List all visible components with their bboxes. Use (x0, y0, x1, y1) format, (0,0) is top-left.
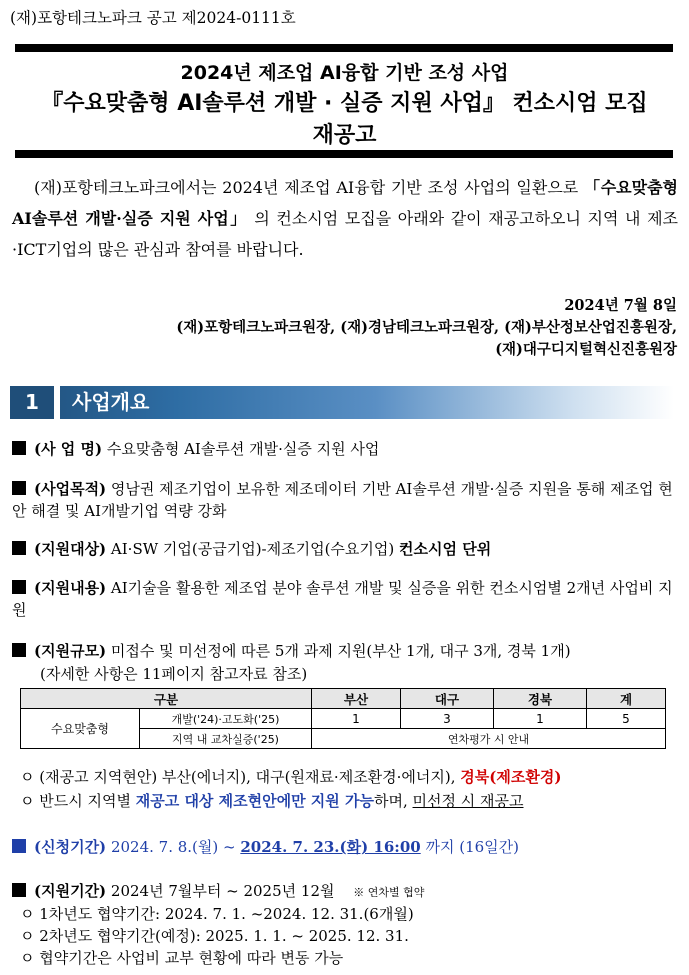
support-bullet-1: ㅇ 1차년도 협약기간: 2024. 7. 1. ~2024. 12. 31.(6개월) (20, 905, 414, 923)
issue-date: 2024년 7월 8일 (564, 297, 677, 314)
row1-gyeongbuk: 1 (494, 709, 587, 729)
row1-daegu: 3 (401, 709, 494, 729)
th-gyeongbuk: 경북 (494, 689, 587, 709)
support-bullet-2: ㅇ 2차년도 협약기간(예정): 2025. 1. 1. ~ 2025. 12. 31. (20, 927, 409, 945)
square-bullet-icon (12, 441, 26, 455)
square-bullet-icon (12, 883, 26, 897)
item-scale: (지원규모) 미접수 및 미선정에 따른 5개 과제 지원(부산 1개, 대구 3개, 경북 1개) (12, 640, 678, 662)
square-bullet-icon (12, 839, 26, 853)
th-daegu: 대구 (401, 689, 494, 709)
intro-part1: (재)포항테크노파크에서는 2024년 제조업 AI융합 기반 조성 사업의 일환으로 (34, 178, 585, 197)
section-gap (54, 386, 60, 419)
row1-busan: 1 (312, 709, 401, 729)
table-header-row (21, 689, 666, 709)
section-number: 1 (10, 386, 54, 419)
title-line2: 『수요맞춤형 AI솔루션 개발 · 실증 지원 사업』 컨소시엄 모집 (41, 91, 648, 116)
item-name: (사 업 명) 수요맞춤형 AI솔루션 개발·실증 지원 사업 (12, 438, 678, 460)
category-cell: 수요맞춤형 (21, 709, 140, 749)
apply-period: (신청기간) 2024. 7. 8.(월) ~ 2024. 7. 23.(화) 16:00 까지 (16일간) (12, 836, 678, 858)
issuer-line1: (재)포항테크노파크원장, (재)경남테크노파크원장, (재)부산정보산업진흥원장, (176, 319, 677, 336)
title-line3: 재공고 (312, 123, 377, 148)
square-bullet-icon (12, 580, 26, 594)
note-2: ㅇ 반드시 지역별 재공고 대상 제조현안에만 지원 가능하며, 미선정 시 재공고 (20, 792, 524, 810)
th-total: 계 (587, 689, 666, 709)
square-bullet-icon (12, 481, 26, 495)
row2-merged: 연차평가 시 안내 (312, 729, 666, 749)
section-title: 사업개요 (72, 390, 150, 414)
item-content: (지원내용) AI기술을 활용한 제조업 분야 솔루션 개발 및 실증을 위한 컨소시엄별 2개년 사업비 지원 (12, 579, 673, 619)
row1-label: 개발('24)·고도화('25) (140, 709, 312, 729)
item-target: (지원대상) AI·SW 기업(공급기업)-제조기업(수요기업) 컨소시엄 단위 (12, 538, 678, 560)
row2-label: 지역 내 교차실증('25) (140, 729, 312, 749)
intro-part2: 의 컨소시엄 모집을 아래와 같이 재공고하오니 지역 내 제조·ICT기업의 많은 관심과 참여를 바랍니다. (12, 209, 679, 259)
item-scale-note: (자세한 사항은 11페이지 참고자료 참조) (40, 665, 308, 683)
notice-number: (재)포항테크노파크 공고 제2024-0111호 (10, 9, 296, 27)
intro-paragraph (12, 172, 678, 265)
th-category: 구분 (21, 689, 312, 709)
th-busan: 부산 (312, 689, 401, 709)
note-1: ㅇ (재공고 지역현안) 부산(에너지), 대구(원재료·제조환경·에너지), 경북(제조환경) (20, 768, 562, 786)
title-line1: 2024년 제조업 AI융합 기반 조성 사업 (180, 62, 509, 84)
bottom-rule (15, 150, 673, 158)
square-bullet-icon (12, 541, 26, 555)
table-row (21, 709, 666, 729)
support-bullet-3: ㅇ 협약기간은 사업비 교부 현황에 따라 변동 가능 (20, 949, 344, 967)
square-bullet-icon (12, 643, 26, 657)
intro-emph: 「수요맞춤형 AI솔루션 개발·실증 지원 사업」 (12, 178, 678, 228)
issuer-line2: (재)대구디지털혁신진흥원장 (495, 341, 677, 358)
top-rule (15, 44, 673, 52)
item-purpose: (사업목적) 영남권 제조기업이 보유한 제조데이터 기반 AI솔루션 개발·실증 지원을 통해 제조업 현안 해결 및 AI개발기업 역량 강화 (12, 480, 673, 520)
support-period: (지원기간) 2024년 7월부터 ~ 2025년 12월 ※ 연차별 협약 (12, 880, 678, 904)
allocation-table (20, 688, 666, 749)
row1-total: 5 (587, 709, 666, 729)
